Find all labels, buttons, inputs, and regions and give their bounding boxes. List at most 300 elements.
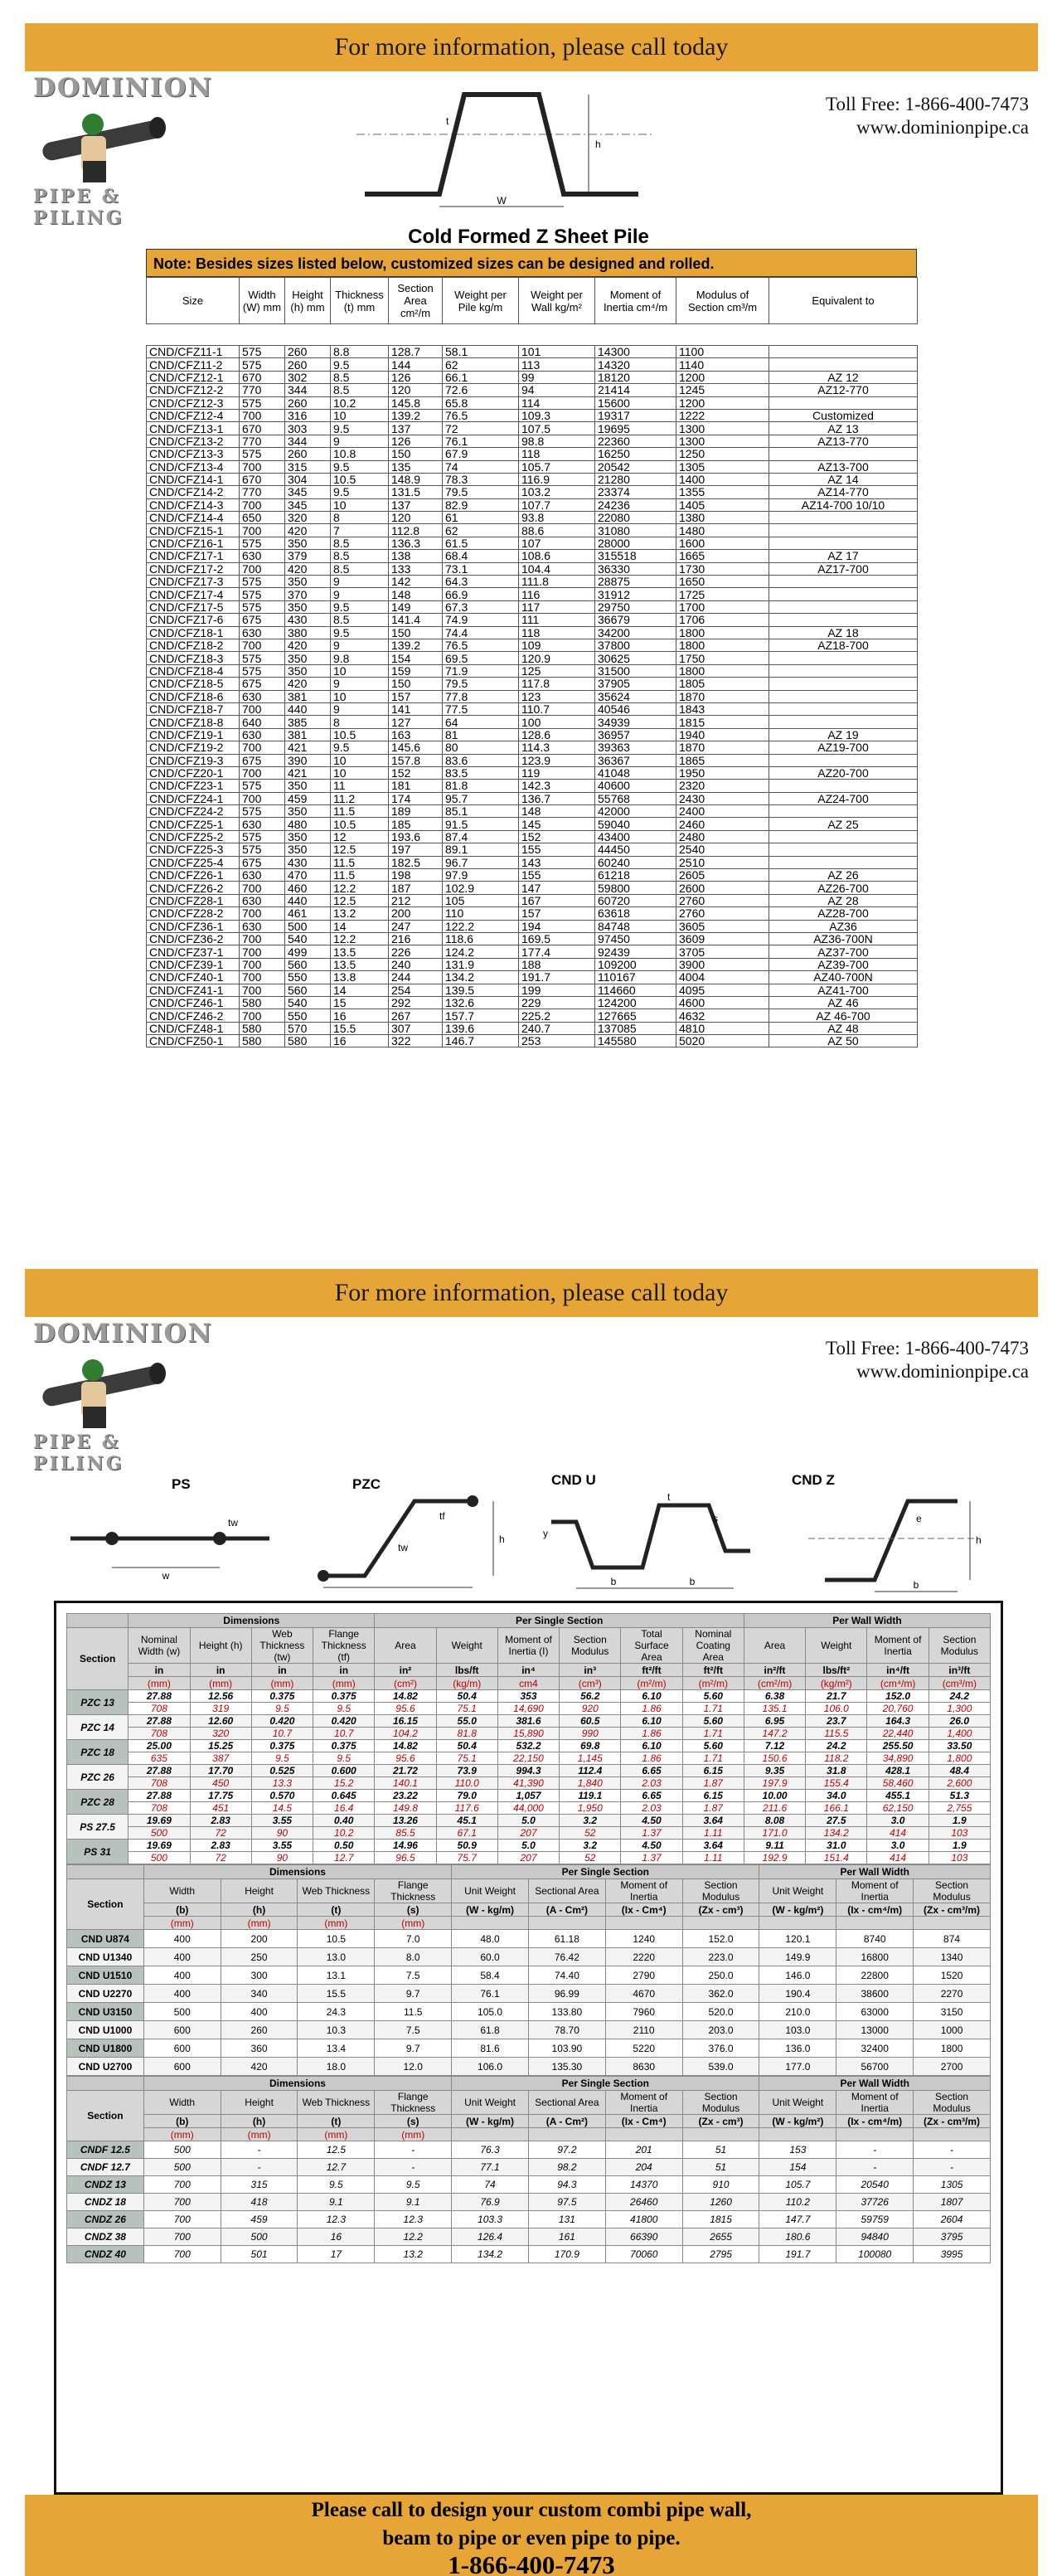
- imperial-value: 15.25: [190, 1740, 251, 1752]
- imperial-value: 13.26: [375, 1815, 436, 1827]
- value-cell: 501: [221, 2246, 298, 2263]
- table-row: [147, 498, 918, 511]
- value-cell: 9.5: [331, 600, 389, 613]
- value-cell: 35624: [595, 690, 676, 702]
- imperial-value: 51.3: [929, 1790, 990, 1802]
- value-cell: 700: [240, 792, 285, 804]
- metric-value: 44,000: [497, 1802, 559, 1815]
- value-cell: 134.2: [452, 2246, 529, 2263]
- value-cell: 24236: [595, 498, 676, 511]
- size-cell: CND/CFZ17-3: [147, 576, 240, 588]
- imperial-value: 1.9: [929, 1815, 990, 1827]
- imperial-value: 3.2: [560, 1815, 621, 1827]
- value-cell: 95.7: [443, 792, 519, 804]
- table-row: [147, 702, 918, 715]
- metric-value: 14.5: [251, 1802, 313, 1815]
- value-cell: AZ20-700: [769, 766, 918, 779]
- value-cell: 1100: [676, 346, 769, 358]
- company-logo: DOMINION PIPE & PILING: [33, 73, 213, 229]
- metric-value: 103: [929, 1852, 990, 1864]
- table-row: [147, 805, 918, 818]
- size-cell: CND/CFZ13-4: [147, 460, 240, 473]
- metric-value: 1.37: [621, 1827, 682, 1840]
- column-unit: (mm): [221, 1917, 298, 1930]
- value-cell: 10: [331, 754, 389, 766]
- value-cell: 210.0: [759, 2003, 836, 2021]
- value-cell: 700: [240, 524, 285, 537]
- svg-text:s: s: [713, 1513, 718, 1524]
- table-row: [147, 639, 918, 651]
- value-cell: 9: [331, 678, 389, 690]
- value-cell: [769, 690, 918, 702]
- metric-value: 34,890: [867, 1752, 929, 1765]
- imperial-value: 34.0: [806, 1790, 867, 1802]
- value-cell: 345: [285, 498, 331, 511]
- value-cell: 700: [240, 409, 285, 421]
- value-cell: 137: [389, 422, 443, 435]
- value-cell: 97.5: [528, 2194, 605, 2211]
- cnd-u-table: [66, 1864, 991, 2076]
- unit-row: [67, 1664, 991, 1677]
- value-cell: AZ 26: [769, 869, 918, 882]
- imperial-value: 5.0: [497, 1815, 559, 1827]
- value-cell: 16800: [836, 1948, 914, 1966]
- value-cell: 74: [452, 2176, 529, 2194]
- value-cell: 550: [285, 971, 331, 984]
- value-cell: [769, 678, 918, 690]
- table-row: [147, 932, 918, 945]
- value-cell: AZ13-700: [769, 460, 918, 473]
- value-cell: 630: [240, 894, 285, 906]
- value-cell: 64.3: [443, 576, 519, 588]
- group-header: Per Single Section: [375, 1614, 744, 1628]
- value-cell: 150: [389, 678, 443, 690]
- table-row: [147, 588, 918, 600]
- website-link[interactable]: www.dominionpipe.ca: [856, 117, 1029, 138]
- size-cell: CND/CFZ46-1: [147, 996, 240, 1009]
- value-cell: 9.1: [375, 2194, 452, 2211]
- size-cell: CND/CFZ39-1: [147, 958, 240, 970]
- imperial-value: 9.35: [744, 1765, 805, 1777]
- value-cell: 370: [285, 588, 331, 600]
- value-cell: 81: [443, 728, 519, 741]
- column-header: Modulus of Section cm³/m: [676, 278, 769, 324]
- table-row: [147, 576, 918, 588]
- value-cell: 580: [240, 1035, 285, 1047]
- value-cell: 111.8: [519, 576, 595, 588]
- label-row: [67, 1628, 991, 1664]
- table-row: [147, 346, 918, 358]
- value-cell: 1305: [676, 460, 769, 473]
- value-cell: 650: [240, 512, 285, 524]
- value-cell: 670: [240, 371, 285, 383]
- value-cell: 459: [285, 792, 331, 804]
- value-cell: 340: [221, 1985, 298, 2003]
- value-cell: 9: [331, 639, 389, 651]
- value-cell: 12.5: [331, 843, 389, 856]
- table-row: [147, 984, 918, 996]
- table-row: [67, 1948, 991, 1966]
- metric-value: 16.4: [313, 1802, 375, 1815]
- value-cell: 60.0: [452, 1948, 529, 1966]
- value-cell: 630: [240, 626, 285, 639]
- value-cell: 74: [443, 460, 519, 473]
- table-row: [67, 2141, 991, 2159]
- value-cell: 103.2: [519, 486, 595, 498]
- value-cell: 116.9: [519, 473, 595, 485]
- metric-value: 1.87: [682, 1802, 744, 1815]
- value-cell: 61218: [595, 869, 676, 882]
- value-cell: 15: [331, 996, 389, 1009]
- value-cell: 1355: [676, 486, 769, 498]
- value-cell: 146.7: [443, 1035, 519, 1047]
- imperial-value: 5.60: [682, 1715, 744, 1728]
- group-header: Dimensions: [143, 2077, 451, 2091]
- imperial-value: 3.2: [560, 1840, 621, 1852]
- column-header: Weight per Wall kg/m²: [519, 278, 595, 324]
- value-cell: 161: [528, 2228, 605, 2246]
- value-cell: 84748: [595, 920, 676, 932]
- value-cell: 78.70: [528, 2021, 605, 2039]
- value-cell: [769, 716, 918, 728]
- value-cell: 59800: [595, 882, 676, 894]
- value-cell: 145.6: [389, 741, 443, 754]
- value-cell: 1800: [676, 626, 769, 639]
- value-cell: 700: [240, 971, 285, 984]
- value-cell: 24.3: [298, 2003, 375, 2021]
- value-cell: 94.3: [528, 2176, 605, 2194]
- value-cell: 350: [285, 843, 331, 856]
- value-cell: 81.8: [443, 780, 519, 792]
- value-cell: 98.8: [519, 435, 595, 447]
- value-cell: 540: [285, 996, 331, 1009]
- metric-value: 12.7: [313, 1852, 375, 1864]
- value-cell: 13.5: [331, 945, 389, 958]
- value-cell: 9: [331, 576, 389, 588]
- size-cell: CND/CFZ12-3: [147, 396, 240, 409]
- table-row: [67, 2039, 991, 2058]
- size-cell: CND/CFZ19-1: [147, 728, 240, 741]
- value-cell: 128.7: [389, 346, 443, 358]
- column-label: Moment of Inertia (I): [497, 1628, 559, 1664]
- value-cell: 7: [331, 524, 389, 537]
- column-unit: [914, 2128, 991, 2141]
- sub-label-row: [67, 1903, 991, 1917]
- value-cell: 37905: [595, 678, 676, 690]
- section-label: Section: [67, 1628, 128, 1690]
- value-cell: 149.9: [759, 1948, 836, 1966]
- metric-unit-row: [67, 1677, 991, 1690]
- size-cell: CND/CFZ12-4: [147, 409, 240, 421]
- metric-value: 9.5: [313, 1752, 375, 1765]
- value-cell: 170.9: [528, 2246, 605, 2263]
- imperial-value: 79.0: [436, 1790, 497, 1802]
- column-sub-label: (A - Cm²): [528, 1903, 605, 1917]
- svg-text:t: t: [446, 115, 449, 127]
- value-cell: 1240: [605, 1930, 682, 1948]
- value-cell: 58.4: [452, 1966, 529, 1985]
- value-cell: 1300: [676, 422, 769, 435]
- column-label: Web Thickness: [298, 2091, 375, 2115]
- metric-value: 1.86: [621, 1728, 682, 1740]
- table-row: [67, 1740, 991, 1752]
- table-row: [147, 894, 918, 906]
- value-cell: 59759: [836, 2211, 914, 2228]
- value-cell: 22800: [836, 1966, 914, 1985]
- value-cell: 4600: [676, 996, 769, 1009]
- section-name: PS 31: [67, 1840, 128, 1864]
- column-sub-label: (t): [298, 1903, 375, 1917]
- metric-value: 62,150: [867, 1802, 929, 1815]
- value-cell: 36957: [595, 728, 676, 741]
- value-cell: 135: [389, 460, 443, 473]
- value-cell: 575: [240, 600, 285, 613]
- column-unit: [528, 1917, 605, 1930]
- group-header: Per Wall Width: [744, 1614, 990, 1628]
- imperial-value: 3.64: [682, 1840, 744, 1852]
- value-cell: 700: [143, 2194, 221, 2211]
- table-row: [147, 562, 918, 575]
- group-header-row: [67, 1865, 991, 1879]
- imperial-value: 12.56: [190, 1690, 251, 1703]
- value-cell: 1260: [682, 2194, 759, 2211]
- imperial-value: 2.83: [190, 1815, 251, 1827]
- metric-value: 75.1: [436, 1752, 497, 1765]
- value-cell: 181: [389, 780, 443, 792]
- value-cell: 2460: [676, 818, 769, 830]
- column-label: Sectional Area: [528, 2091, 605, 2115]
- svg-text:W: W: [497, 195, 507, 207]
- value-cell: 107: [519, 537, 595, 549]
- value-cell: 1200: [676, 371, 769, 383]
- website-link[interactable]: www.dominionpipe.ca: [856, 1361, 1029, 1382]
- value-cell: 22360: [595, 435, 676, 447]
- contact-block: [826, 93, 1029, 139]
- value-cell: -: [836, 2141, 914, 2159]
- table-row-metric: [67, 1827, 991, 1840]
- metric-value: 22,440: [867, 1728, 929, 1740]
- value-cell: 76.42: [528, 1948, 605, 1966]
- value-cell: 700: [240, 958, 285, 970]
- column-label: Section Modulus: [560, 1628, 621, 1664]
- value-cell: 154: [759, 2159, 836, 2176]
- table-row: [67, 1815, 991, 1827]
- value-cell: 675: [240, 856, 285, 868]
- value-cell: 1250: [676, 448, 769, 460]
- value-cell: [769, 843, 918, 856]
- column-label: Moment of Inertia: [605, 1879, 682, 1903]
- metric-value: 1.71: [682, 1752, 744, 1765]
- value-cell: 112.8: [389, 524, 443, 537]
- imperial-value: 5.0: [497, 1840, 559, 1852]
- value-cell: 61.8: [452, 2021, 529, 2039]
- table-row: [147, 741, 918, 754]
- value-cell: 12.5: [298, 2141, 375, 2159]
- value-cell: 575: [240, 358, 285, 371]
- imperial-value: 455.1: [867, 1790, 929, 1802]
- metric-value: 85.5: [375, 1827, 436, 1840]
- table-row-metric: [67, 1852, 991, 1864]
- value-cell: 2400: [676, 805, 769, 818]
- info-banner-middle: For more information, please call today: [25, 1269, 1038, 1317]
- metric-value: 1.86: [621, 1703, 682, 1715]
- value-cell: 66.9: [443, 588, 519, 600]
- value-cell: 139.6: [443, 1022, 519, 1034]
- imperial-value: 7.12: [744, 1740, 805, 1752]
- column-label: Height (h): [190, 1628, 251, 1664]
- value-cell: 430: [285, 856, 331, 868]
- value-cell: 1380: [676, 512, 769, 524]
- phone-number[interactable]: Toll Free: 1-866-400-7473: [826, 94, 1029, 114]
- value-cell: 17: [298, 2246, 375, 2263]
- table-row: [147, 678, 918, 690]
- table-row: [67, 1930, 991, 1948]
- value-cell: AZ18-700: [769, 639, 918, 651]
- imperial-value: 55.0: [436, 1715, 497, 1728]
- value-cell: 145580: [595, 1035, 676, 1047]
- size-cell: CND/CFZ14-2: [147, 486, 240, 498]
- value-cell: 9.7: [375, 2039, 452, 2058]
- table-row: [147, 664, 918, 677]
- custom-size-note: Note: Besides sizes listed below, customized sizes can be designed and rolled.: [146, 249, 917, 277]
- value-cell: 520.0: [682, 2003, 759, 2021]
- metric-value: 75.1: [436, 1703, 497, 1715]
- metric-value: 1.37: [621, 1852, 682, 1864]
- value-cell: 76.1: [443, 435, 519, 447]
- metric-value: 9.5: [251, 1752, 313, 1765]
- imperial-value: 0.420: [251, 1715, 313, 1728]
- table-row: [147, 996, 918, 1009]
- svg-text:y: y: [543, 1528, 548, 1539]
- value-cell: 1800: [676, 639, 769, 651]
- unit-row: [67, 1917, 991, 1930]
- column-label: lbs/ft: [436, 1664, 497, 1677]
- logo-figure-icon: [33, 1349, 174, 1431]
- value-cell: 8.5: [331, 537, 389, 549]
- metric-value: 1,145: [560, 1752, 621, 1765]
- value-cell: 2480: [676, 830, 769, 843]
- section-label: Section: [67, 2091, 144, 2141]
- size-cell: CND/CFZ28-2: [147, 907, 240, 920]
- column-header: Section Area cm²/m: [389, 278, 443, 324]
- imperial-value: 31.8: [806, 1765, 867, 1777]
- imperial-value: 6.38: [744, 1690, 805, 1703]
- column-label: Weight: [436, 1628, 497, 1664]
- value-cell: 103.90: [528, 2039, 605, 2058]
- value-cell: 120.9: [519, 652, 595, 664]
- value-cell: 174: [389, 792, 443, 804]
- section-name: PZC 28: [67, 1790, 128, 1815]
- value-cell: 23374: [595, 486, 676, 498]
- value-cell: 31500: [595, 664, 676, 677]
- imperial-value: 255.50: [867, 1740, 929, 1752]
- value-cell: AZ39-700: [769, 958, 918, 970]
- value-cell: 600: [143, 2058, 221, 2076]
- value-cell: [769, 830, 918, 843]
- value-cell: 163: [389, 728, 443, 741]
- value-cell: 194: [519, 920, 595, 932]
- value-cell: 460: [285, 882, 331, 894]
- value-cell: 8.5: [331, 550, 389, 562]
- value-cell: 15.5: [331, 1022, 389, 1034]
- value-cell: 9.8: [331, 652, 389, 664]
- value-cell: 292: [389, 996, 443, 1009]
- value-cell: 26460: [605, 2194, 682, 2211]
- value-cell: 8.5: [331, 562, 389, 575]
- value-cell: 169.5: [519, 932, 595, 945]
- value-cell: 105.7: [519, 460, 595, 473]
- value-cell: 575: [240, 805, 285, 818]
- value-cell: 124200: [595, 996, 676, 1009]
- size-cell: CND/CFZ24-1: [147, 792, 240, 804]
- imperial-value: 25.00: [128, 1740, 190, 1752]
- value-cell: 307: [389, 1022, 443, 1034]
- imperial-value: 9.11: [744, 1840, 805, 1852]
- value-cell: [769, 448, 918, 460]
- column-sub-label: (W - kg/m): [452, 1903, 529, 1917]
- value-cell: 188: [519, 958, 595, 970]
- svg-text:w: w: [162, 1570, 170, 1582]
- value-cell: 10.3: [298, 2021, 375, 2039]
- value-cell: 630: [240, 920, 285, 932]
- value-cell: 201: [605, 2141, 682, 2159]
- value-cell: 244: [389, 971, 443, 984]
- table-row: [67, 1715, 991, 1728]
- table-row: [147, 409, 918, 421]
- value-cell: 101: [519, 346, 595, 358]
- footer-phone[interactable]: 1-866-400-7473: [448, 2550, 615, 2576]
- value-cell: AZ19-700: [769, 741, 918, 754]
- value-cell: 110167: [595, 971, 676, 984]
- value-cell: 157: [389, 690, 443, 702]
- value-cell: 770: [240, 435, 285, 447]
- column-header: Equivalent to: [769, 278, 918, 324]
- value-cell: 58.1: [443, 346, 519, 358]
- column-sub-label: (W - kg/m²): [759, 2115, 836, 2128]
- value-cell: 1200: [676, 396, 769, 409]
- column-label: Weight: [806, 1628, 867, 1664]
- value-cell: [769, 346, 918, 358]
- column-unit: (mm): [375, 1917, 452, 1930]
- value-cell: 19317: [595, 409, 676, 421]
- imperial-value: 3.55: [251, 1815, 313, 1827]
- value-cell: 11.5: [375, 2003, 452, 2021]
- value-cell: 147: [519, 882, 595, 894]
- metric-value: 708: [128, 1728, 190, 1740]
- value-cell: [769, 396, 918, 409]
- value-cell: 81.6: [452, 2039, 529, 2058]
- value-cell: 107.5: [519, 422, 595, 435]
- section-name: CND U874: [67, 1930, 144, 1948]
- phone-number[interactable]: Toll Free: 1-866-400-7473: [826, 1338, 1029, 1358]
- value-cell: 13.2: [331, 907, 389, 920]
- value-cell: 60240: [595, 856, 676, 868]
- value-cell: 630: [240, 550, 285, 562]
- section-name: PZC 13: [67, 1690, 128, 1715]
- imperial-value: 5.60: [682, 1690, 744, 1703]
- column-header: Height (h) mm: [285, 278, 331, 324]
- column-label: (m²/m): [621, 1677, 682, 1690]
- section-name: CND U2700: [67, 2058, 144, 2076]
- imperial-value: 27.88: [128, 1790, 190, 1802]
- value-cell: 2790: [605, 1966, 682, 1985]
- imperial-value: 73.9: [436, 1765, 497, 1777]
- value-cell: 500: [143, 2003, 221, 2021]
- metric-value: 115.5: [806, 1728, 867, 1740]
- metric-value: 708: [128, 1802, 190, 1815]
- z-pile-table: [146, 277, 918, 1047]
- value-cell: 7.5: [375, 2021, 452, 2039]
